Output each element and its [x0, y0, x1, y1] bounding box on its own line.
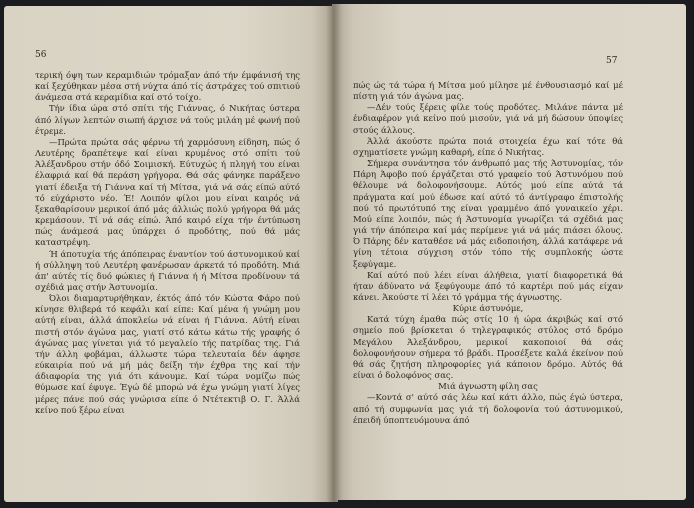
paragraph: Ή άποτυχία τής άπόπειρας έναντίον τού άστυνομικού καί ή σύλληψη τού Λευτέρη φανέρωσαν άρκετά τό προδότη. Μιά άπ' αύτές τίς δυό φώκιες ή Γιάννα ή ή Μίτσα προδίνουν τά σχέδιά μας στήν Άστυνομία.	[35, 248, 300, 292]
letter-body: Κατά τύχη έμαθα πώς στίς 10 ή ώρα άκριβώς καί στό σημείο πού βρίσκεται ό τηλεγραφικός στύλος στό δρόμο Μεγάλου Άλεξάνδρου, μερικοί κακοποιοί θά σάς δολοφονήσουν σήμερα τό βράδι. Προσέξετε καλά έκείνον πού θά σάς ζητήση πληροφορίες γιά κάποιον δρόμο. Αύτός θά είναι ό δολοφόνος σας.	[353, 314, 623, 381]
left-text-block	[35, 70, 300, 416]
page-number: 57	[606, 56, 618, 66]
paragraph: —Κοντά σ' αύτό σάς λέω καί κάτι άλλο, πώς έγώ ύστερα, από τή συμφωνία μας γιά τή δολοφονία τού άστυνομικού, έπειδή ύποπτευόμουνα άπό	[353, 392, 623, 425]
paragraph: Τήν ίδια ώρα στό σπίτι τής Γιάννας, ό Νικήτας ύστερα άπό λίγων λεπτών σιωπή άρχισε νά τούς μιλάη μέ φωνή πού έτρεμε.	[35, 103, 300, 136]
paragraph: Σήμερα συνάντησα τόν άνθρωπό μας τής Άστυνομίας, τόν Πάρη Άφοβο πού έργάζεται στό γραφείο τού Άστυνόμου πού θέλουμε νά δολοφονήσουμε. Αύτός μού είπε αύτά τά πράγματα καί μού έδωσε καί αύτό τό άντίγραφο έπιστολής πού τό πρωτότυπό της είναι γραμμένο άπό γυναικείο χέρι. Μού είπε λοιπόν, πώς ή Άστυνομία γνωρίζει τά σχέδιά μας γιά τήν άπόπειρα καί μάς περίμενε γιά νά μάς πιάσει όλους. Ό Πάρης δέν καταθέσε νά μάς ειδοποιήση, άλλά κατάφερε νά γίνη τέτοια σύγχιση στόν τόπο τής συμπλοκής ώστε ξεφύγαμε.	[353, 158, 623, 269]
paragraph: τερική όψη των κεραμιδιών τρόμαξαν άπό τήν έμφάνισή της καί ξεχύθηκαν μέσα στή νύχτα άπό τίς άστράχες τού σπιτιού άνάμεσα στά κεραμίδια καί στό τοίχο.	[35, 70, 300, 103]
paragraph: πώς ώς τά τώρα ή Μίτσα μού μίλησε μέ ένθουσιασμό καί μέ πίστη γιά τόν άγώνα μας.	[353, 80, 623, 102]
left-page	[4, 6, 338, 502]
letter-signature: Μιά άγνωστη φίλη σας	[438, 381, 538, 392]
paragraph: Άλλά άκούστε πρώτα ποιά στοιχεία έχω καί τότε θά σχηματίσετε γνώμη καθαρή, είπε ό Νικήτας.	[353, 135, 623, 157]
letter-salutation: Κύριε άστυνόμε,	[452, 303, 524, 314]
paragraph: —Δέν τούς ξέρεις φίλε τούς προδότες. Μιλάνε πάντα μέ ένδιαφέρον γιά κείνο πού μισούν, γιά νά μή δώσουν ύποψίες στούς άλλους.	[353, 102, 623, 135]
right-text-block	[353, 80, 623, 426]
right-page	[332, 4, 686, 500]
paragraph: Καί αύτό πού λέει είναι άλήθεια, γιατί διαφορετικά θά ήταν άδύνατο νά ξεφύγουμε άπό τό καρτέρι πού μάς είχαν κάνει. Άκούστε τί λέει τό γράμμα τής άγνωστης.	[353, 269, 623, 302]
page-number: 56	[35, 50, 47, 60]
paragraph: Όλοι διαμαρτυρήθηκαν, έκτός άπό τόν Κώστα Φάρο πού κίνησε θλιβερά τό κεφάλι καί είπε: Καί μένα ή γνώμη μου αύτή είναι, άλλά άποκλείω νά είναι ή Γιάννα. Αύτή είναι πιστή στόν άγώνα μας, γιατί στό κάτω κάτω τής γραφής ό άγώνας μας γίνεται γιά τό μεγαλείο τής πατρίδας της. Γιά τήν άλλη φοβάμαι, άλλωστε τώρα τελευταία δέν άφησε εύκαιρία πού νά μή μάς δείξη τήν έχθρα της καί τήν άδιαφορία της γιά ότι κάνουμε. Καί τώρα νομίζω πώς θύμωσε καί έφυγε. Έγώ δέ μπορώ νά έχω γνώμη γιατί λίγες μέρες πάνε πού σάς γνώρισα είπε ό Ντέτεκτιβ Ο. Γ. Άλλά κείνο πού ξέρω είναι	[35, 293, 300, 415]
paragraph: —Πρώτα πρώτα σάς φέρνω τή χαρμόσυνη είδηση, πώς ό Λευτέρης δραπέτεψε καί είναι κρυμένος στό σπίτι τού Άλέξανδρου στήν όδό Σοιμισκή. Εύτυχώς ή πληγή του είναι έλαφριά καί θά περάση γρήγορα. Θά σάς φάνηκε παράξενο γιατί έδειξα τή Γιάννα καί τή Μίτσα, γιά νά σάς είπώ αύτό τό εύχάριστο νέο. Έ! Λοιπόν φίλοι μου είναι καιρός νά ξεκαθαρίσουν μερικοί άπό μάς άλλιώς πολύ γρήγορα θά μάς κρεμάσουν. Τί νά σάς είπώ. Άπό καιρό είχα τήν έντύπωση πώς άνάμεσά μας ύπάρχει ό προδότης, πού θά μάς καταστρέψη.	[35, 136, 300, 248]
